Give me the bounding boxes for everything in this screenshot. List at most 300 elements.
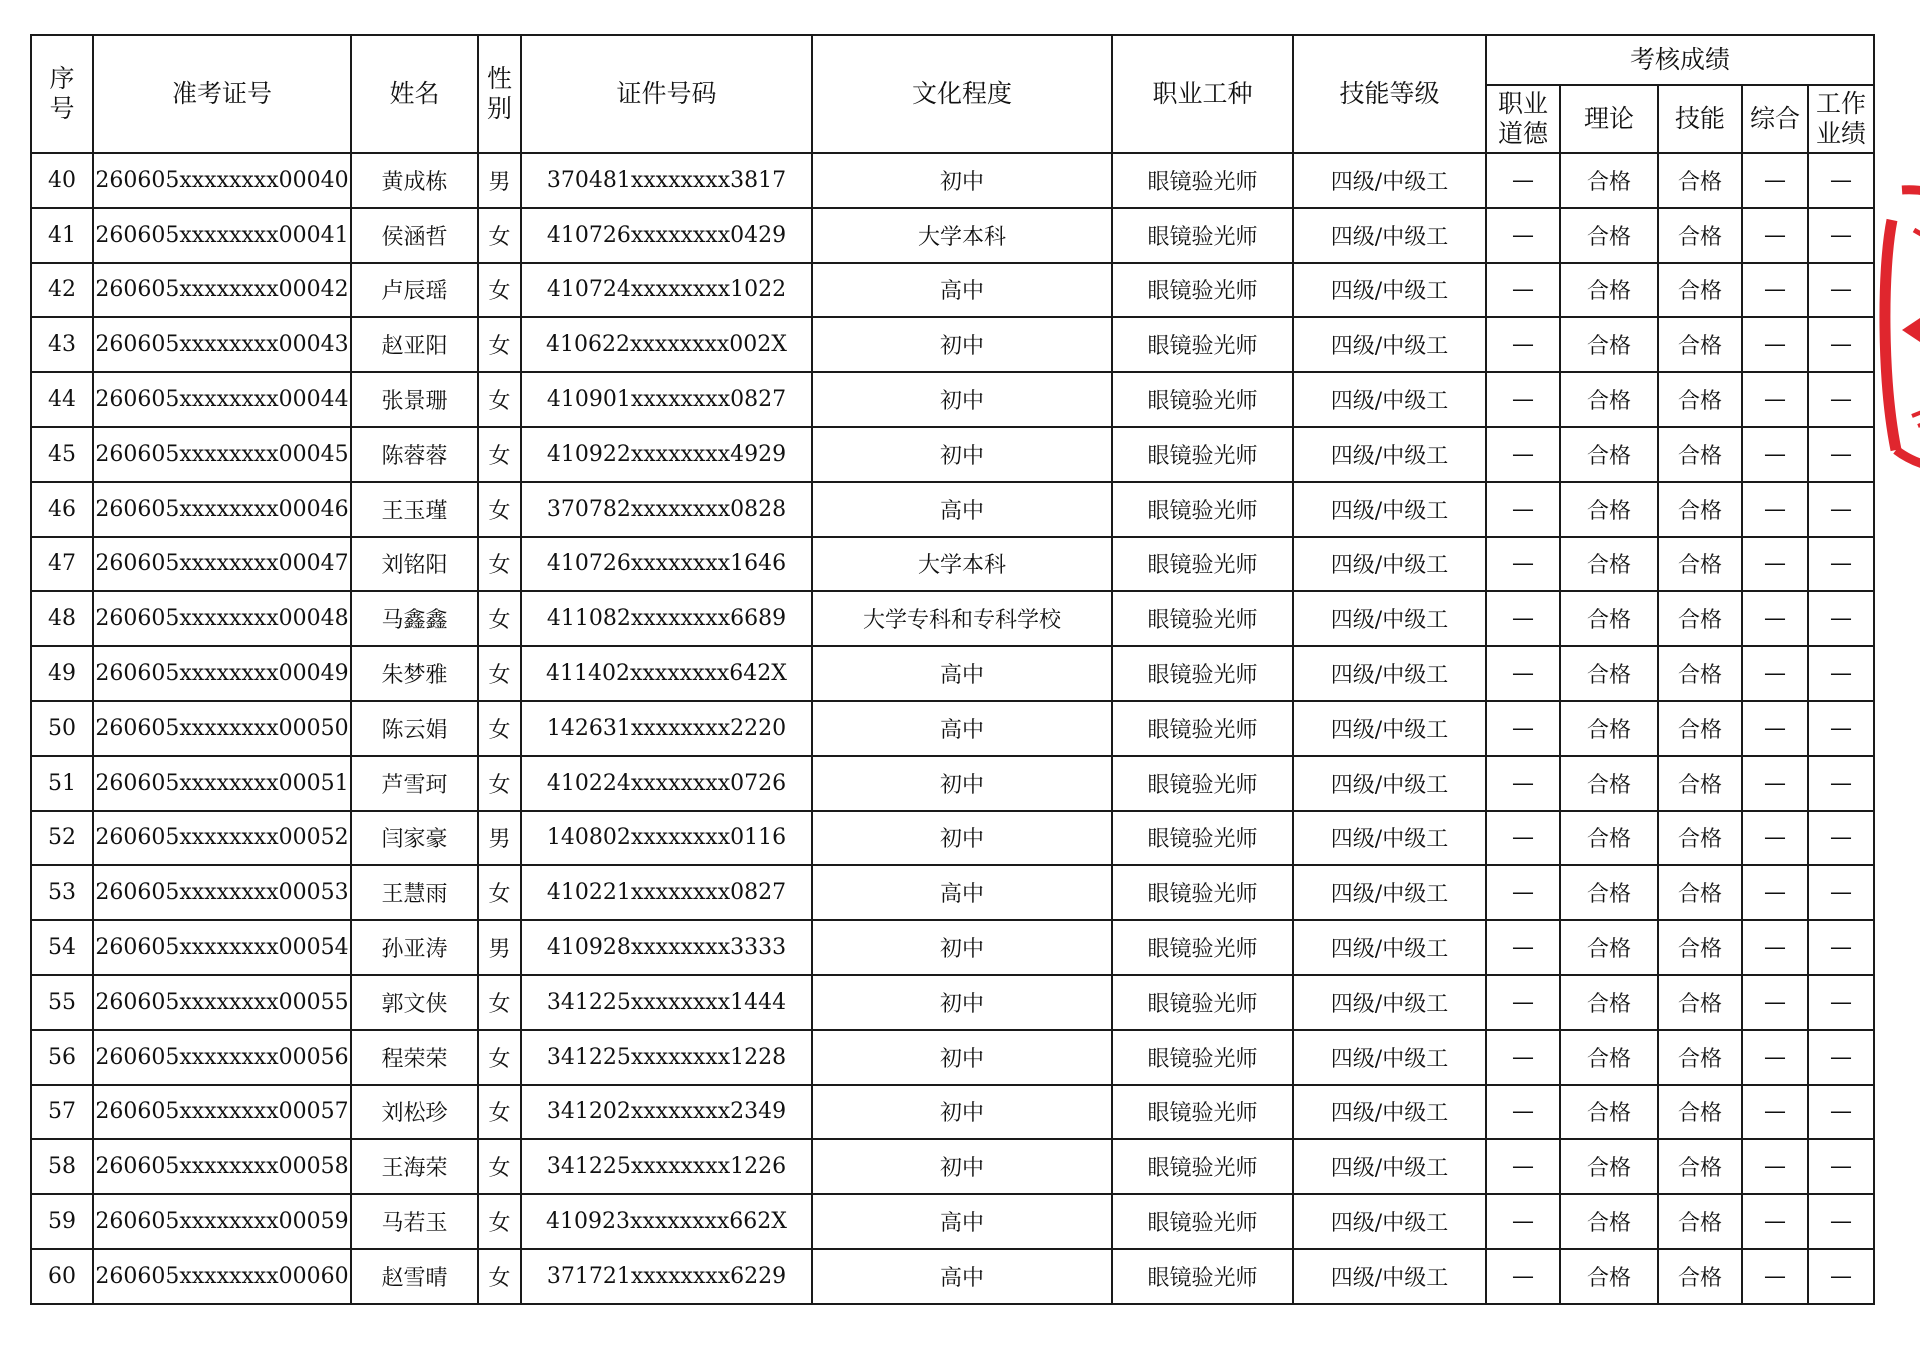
table-row [31,153,1874,208]
skill-level-cell: 四级/中级工 [1293,756,1486,811]
skill-cell: 合格 [1658,317,1742,372]
education-cell: 初中 [812,811,1112,866]
ethics-cell: — [1486,1249,1560,1304]
skill-level-cell: 四级/中级工 [1293,1139,1486,1194]
skill-level-cell: 四级/中级工 [1293,372,1486,427]
header-id-number: 证件号码 [521,35,812,153]
theory-cell: 合格 [1560,1139,1658,1194]
ticket-number-cell: 260605xxxxxxxx00056 [93,1030,351,1085]
id-number-cell: 410928xxxxxxxx3333 [521,920,812,975]
occupation-cell: 眼镜验光师 [1112,1194,1293,1249]
occupation-cell: 眼镜验光师 [1112,1030,1293,1085]
theory-cell: 合格 [1560,372,1658,427]
education-cell: 高中 [812,1194,1112,1249]
ticket-number-cell: 260605xxxxxxxx00059 [93,1194,351,1249]
education-cell: 大学本科 [812,208,1112,263]
occupation-cell: 眼镜验光师 [1112,865,1293,920]
ethics-cell: — [1486,865,1560,920]
name-cell: 马若玉 [351,1194,478,1249]
skill-level-cell: 四级/中级工 [1293,1085,1486,1140]
seq-cell: 59 [31,1194,93,1249]
id-number-cell: 140802xxxxxxxx0116 [521,811,812,866]
seq-cell: 52 [31,811,93,866]
comprehensive-cell: — [1742,537,1808,592]
comprehensive-cell: — [1742,153,1808,208]
skill-cell: 合格 [1658,646,1742,701]
gender-cell: 女 [478,591,521,646]
education-cell: 高中 [812,263,1112,318]
theory-cell: 合格 [1560,482,1658,537]
education-cell: 大学专科和专科学校 [812,591,1112,646]
education-cell: 初中 [812,1139,1112,1194]
seq-cell: 56 [31,1030,93,1085]
skill-cell: 合格 [1658,372,1742,427]
id-number-cell: 370782xxxxxxxx0828 [521,482,812,537]
occupation-cell: 眼镜验光师 [1112,1085,1293,1140]
comprehensive-cell: — [1742,317,1808,372]
gender-cell: 女 [478,646,521,701]
education-cell: 高中 [812,701,1112,756]
header-comprehensive: 综合 [1742,85,1808,153]
table-row [31,756,1874,811]
seq-cell: 40 [31,153,93,208]
comprehensive-cell: — [1742,263,1808,318]
occupation-cell: 眼镜验光师 [1112,208,1293,263]
work-performance-cell: — [1808,153,1874,208]
name-cell: 张景珊 [351,372,478,427]
theory-cell: 合格 [1560,756,1658,811]
ticket-number-cell: 260605xxxxxxxx00043 [93,317,351,372]
gender-cell: 女 [478,756,521,811]
ethics-cell: — [1486,756,1560,811]
ticket-number-cell: 260605xxxxxxxx00058 [93,1139,351,1194]
work-performance-cell: — [1808,482,1874,537]
name-cell: 孙亚涛 [351,920,478,975]
gender-cell: 女 [478,975,521,1030]
skill-cell: 合格 [1658,1030,1742,1085]
occupation-cell: 眼镜验光师 [1112,646,1293,701]
header-occupation: 职业工种 [1112,35,1293,153]
name-cell: 陈蓉蓉 [351,427,478,482]
ticket-number-cell: 260605xxxxxxxx00045 [93,427,351,482]
comprehensive-cell: — [1742,1249,1808,1304]
work-performance-cell: — [1808,1030,1874,1085]
name-cell: 刘松珍 [351,1085,478,1140]
id-number-cell: 371721xxxxxxxx6229 [521,1249,812,1304]
work-performance-cell: — [1808,263,1874,318]
education-cell: 初中 [812,1030,1112,1085]
skill-cell: 合格 [1658,1139,1742,1194]
theory-cell: 合格 [1560,153,1658,208]
work-performance-cell: — [1808,208,1874,263]
work-performance-cell: — [1808,1085,1874,1140]
skill-level-cell: 四级/中级工 [1293,1249,1486,1304]
ticket-number-cell: 260605xxxxxxxx00044 [93,372,351,427]
id-number-cell: 142631xxxxxxxx2220 [521,701,812,756]
education-cell: 初中 [812,427,1112,482]
occupation-cell: 眼镜验光师 [1112,427,1293,482]
skill-level-cell: 四级/中级工 [1293,263,1486,318]
comprehensive-cell: — [1742,372,1808,427]
seq-cell: 43 [31,317,93,372]
comprehensive-cell: — [1742,1194,1808,1249]
header-skill: 技能 [1658,85,1742,153]
name-cell: 王慧雨 [351,865,478,920]
skill-cell: 合格 [1658,865,1742,920]
education-cell: 初中 [812,317,1112,372]
name-cell: 芦雪珂 [351,756,478,811]
table-row [31,811,1874,866]
ticket-number-cell: 260605xxxxxxxx00051 [93,756,351,811]
table-row [31,1194,1874,1249]
table-body [31,153,1874,1304]
theory-cell: 合格 [1560,1194,1658,1249]
name-cell: 刘铭阳 [351,537,478,592]
theory-cell: 合格 [1560,1030,1658,1085]
name-cell: 陈云娟 [351,701,478,756]
comprehensive-cell: — [1742,427,1808,482]
id-number-cell: 410724xxxxxxxx1022 [521,263,812,318]
ethics-cell: — [1486,1139,1560,1194]
table-row [31,591,1874,646]
comprehensive-cell: — [1742,646,1808,701]
name-cell: 朱梦雅 [351,646,478,701]
theory-cell: 合格 [1560,1249,1658,1304]
work-performance-cell: — [1808,591,1874,646]
work-performance-cell: — [1808,811,1874,866]
name-cell: 赵雪晴 [351,1249,478,1304]
work-performance-cell: — [1808,372,1874,427]
skill-cell: 合格 [1658,591,1742,646]
skill-level-cell: 四级/中级工 [1293,865,1486,920]
id-number-cell: 410922xxxxxxxx4929 [521,427,812,482]
ticket-number-cell: 260605xxxxxxxx00049 [93,646,351,701]
gender-cell: 女 [478,482,521,537]
gender-cell: 女 [478,865,521,920]
name-cell: 侯涵哲 [351,208,478,263]
table-row [31,701,1874,756]
name-cell: 赵亚阳 [351,317,478,372]
skill-cell: 合格 [1658,701,1742,756]
seq-cell: 54 [31,920,93,975]
id-number-cell: 410901xxxxxxxx0827 [521,372,812,427]
header-skill-level: 技能等级 [1293,35,1486,153]
theory-cell: 合格 [1560,811,1658,866]
table-row [31,646,1874,701]
theory-cell: 合格 [1560,537,1658,592]
ethics-cell: — [1486,482,1560,537]
work-performance-cell: — [1808,1249,1874,1304]
ticket-number-cell: 260605xxxxxxxx00050 [93,701,351,756]
table-row [31,1249,1874,1304]
comprehensive-cell: — [1742,482,1808,537]
table-row [31,208,1874,263]
occupation-cell: 眼镜验光师 [1112,153,1293,208]
seq-cell: 42 [31,263,93,318]
skill-cell: 合格 [1658,811,1742,866]
work-performance-cell: — [1808,1194,1874,1249]
occupation-cell: 眼镜验光师 [1112,975,1293,1030]
education-cell: 高中 [812,865,1112,920]
ticket-number-cell: 260605xxxxxxxx00046 [93,482,351,537]
skill-cell: 合格 [1658,537,1742,592]
ticket-number-cell: 260605xxxxxxxx00060 [93,1249,351,1304]
skill-cell: 合格 [1658,1085,1742,1140]
comprehensive-cell: — [1742,591,1808,646]
education-cell: 初中 [812,372,1112,427]
ticket-number-cell: 260605xxxxxxxx00040 [93,153,351,208]
id-number-cell: 410221xxxxxxxx0827 [521,865,812,920]
education-cell: 初中 [812,975,1112,1030]
name-cell: 王海荣 [351,1139,478,1194]
gender-cell: 男 [478,920,521,975]
work-performance-cell: — [1808,975,1874,1030]
comprehensive-cell: — [1742,208,1808,263]
work-performance-cell: — [1808,756,1874,811]
table-row [31,1139,1874,1194]
table-row [31,1085,1874,1140]
comprehensive-cell: — [1742,1030,1808,1085]
education-cell: 初中 [812,756,1112,811]
name-cell: 马鑫鑫 [351,591,478,646]
ticket-number-cell: 260605xxxxxxxx00053 [93,865,351,920]
skill-cell: 合格 [1658,920,1742,975]
seq-cell: 58 [31,1139,93,1194]
seq-cell: 55 [31,975,93,1030]
ethics-cell: — [1486,646,1560,701]
seq-cell: 60 [31,1249,93,1304]
ethics-cell: — [1486,537,1560,592]
table-row [31,920,1874,975]
skill-cell: 合格 [1658,482,1742,537]
occupation-cell: 眼镜验光师 [1112,701,1293,756]
header-education: 文化程度 [812,35,1112,153]
occupation-cell: 眼镜验光师 [1112,317,1293,372]
gender-cell: 女 [478,1139,521,1194]
gender-cell: 男 [478,811,521,866]
education-cell: 初中 [812,1085,1112,1140]
theory-cell: 合格 [1560,920,1658,975]
table-row [31,263,1874,318]
header-ticket: 准考证号 [93,35,351,153]
work-performance-cell: — [1808,701,1874,756]
id-number-cell: 411082xxxxxxxx6689 [521,591,812,646]
work-performance-cell: — [1808,1139,1874,1194]
ethics-cell: — [1486,920,1560,975]
ethics-cell: — [1486,1030,1560,1085]
comprehensive-cell: — [1742,975,1808,1030]
table-row [31,427,1874,482]
ethics-cell: — [1486,591,1560,646]
skill-level-cell: 四级/中级工 [1293,153,1486,208]
id-number-cell: 341225xxxxxxxx1444 [521,975,812,1030]
theory-cell: 合格 [1560,317,1658,372]
occupation-cell: 眼镜验光师 [1112,537,1293,592]
education-cell: 初中 [812,920,1112,975]
ticket-number-cell: 260605xxxxxxxx00041 [93,208,351,263]
theory-cell: 合格 [1560,701,1658,756]
skill-level-cell: 四级/中级工 [1293,1194,1486,1249]
theory-cell: 合格 [1560,427,1658,482]
skill-level-cell: 四级/中级工 [1293,975,1486,1030]
seq-cell: 53 [31,865,93,920]
table-header [31,35,1874,153]
theory-cell: 合格 [1560,591,1658,646]
education-cell: 初中 [812,153,1112,208]
skill-level-cell: 四级/中级工 [1293,920,1486,975]
header-row-1 [31,35,1874,85]
occupation-cell: 眼镜验光师 [1112,811,1293,866]
education-cell: 高中 [812,646,1112,701]
occupation-cell: 眼镜验光师 [1112,920,1293,975]
id-number-cell: 341225xxxxxxxx1226 [521,1139,812,1194]
id-number-cell: 411402xxxxxxxx642X [521,646,812,701]
skill-level-cell: 四级/中级工 [1293,537,1486,592]
skill-cell: 合格 [1658,975,1742,1030]
seq-cell: 41 [31,208,93,263]
gender-cell: 女 [478,317,521,372]
occupation-cell: 眼镜验光师 [1112,591,1293,646]
id-number-cell: 341225xxxxxxxx1228 [521,1030,812,1085]
gender-cell: 女 [478,537,521,592]
skill-level-cell: 四级/中级工 [1293,646,1486,701]
name-cell: 王玉瑾 [351,482,478,537]
skill-cell: 合格 [1658,153,1742,208]
theory-cell: 合格 [1560,865,1658,920]
work-performance-cell: — [1808,646,1874,701]
skill-cell: 合格 [1658,1194,1742,1249]
occupation-cell: 眼镜验光师 [1112,1139,1293,1194]
occupation-cell: 眼镜验光师 [1112,263,1293,318]
occupation-cell: 眼镜验光师 [1112,756,1293,811]
ticket-number-cell: 260605xxxxxxxx00052 [93,811,351,866]
theory-cell: 合格 [1560,975,1658,1030]
gender-cell: 女 [478,701,521,756]
seq-cell: 44 [31,372,93,427]
skill-cell: 合格 [1658,263,1742,318]
name-cell: 郭文侠 [351,975,478,1030]
header-assessment: 考核成绩 [1486,35,1874,85]
table-row [31,482,1874,537]
ethics-cell: — [1486,1085,1560,1140]
skill-level-cell: 四级/中级工 [1293,317,1486,372]
gender-cell: 男 [478,153,521,208]
ticket-number-cell: 260605xxxxxxxx00055 [93,975,351,1030]
occupation-cell: 眼镜验光师 [1112,372,1293,427]
occupation-cell: 眼镜验光师 [1112,482,1293,537]
skill-level-cell: 四级/中级工 [1293,591,1486,646]
skill-level-cell: 四级/中级工 [1293,701,1486,756]
skill-level-cell: 四级/中级工 [1293,811,1486,866]
skill-cell: 合格 [1658,1249,1742,1304]
work-performance-cell: — [1808,427,1874,482]
table-row [31,1030,1874,1085]
ethics-cell: — [1486,317,1560,372]
work-performance-cell: — [1808,865,1874,920]
ethics-cell: — [1486,263,1560,318]
seq-cell: 50 [31,701,93,756]
ethics-cell: — [1486,811,1560,866]
ticket-number-cell: 260605xxxxxxxx00042 [93,263,351,318]
header-ethics: 职业道德 [1486,85,1560,153]
table-row [31,865,1874,920]
ticket-number-cell: 260605xxxxxxxx00054 [93,920,351,975]
seq-cell: 49 [31,646,93,701]
name-cell: 卢辰瑶 [351,263,478,318]
ethics-cell: — [1486,372,1560,427]
seq-cell: 57 [31,1085,93,1140]
ethics-cell: — [1486,975,1560,1030]
table-row [31,317,1874,372]
theory-cell: 合格 [1560,208,1658,263]
header-name: 姓名 [351,35,478,153]
comprehensive-cell: — [1742,1085,1808,1140]
ticket-number-cell: 260605xxxxxxxx00047 [93,537,351,592]
id-number-cell: 370481xxxxxxxx3817 [521,153,812,208]
gender-cell: 女 [478,1085,521,1140]
work-performance-cell: — [1808,537,1874,592]
comprehensive-cell: — [1742,865,1808,920]
gender-cell: 女 [478,1030,521,1085]
header-theory: 理论 [1560,85,1658,153]
header-work-performance: 工作业绩 [1808,85,1874,153]
skill-level-cell: 四级/中级工 [1293,427,1486,482]
skill-cell: 合格 [1658,427,1742,482]
comprehensive-cell: — [1742,811,1808,866]
comprehensive-cell: — [1742,1139,1808,1194]
gender-cell: 女 [478,263,521,318]
name-cell: 闫家豪 [351,811,478,866]
ethics-cell: — [1486,153,1560,208]
skill-cell: 合格 [1658,756,1742,811]
header-seq: 序号 [31,35,93,153]
ticket-number-cell: 260605xxxxxxxx00057 [93,1085,351,1140]
results-table [30,34,1875,1305]
id-number-cell: 410923xxxxxxxx662X [521,1194,812,1249]
id-number-cell: 341202xxxxxxxx2349 [521,1085,812,1140]
id-number-cell: 410726xxxxxxxx1646 [521,537,812,592]
gender-cell: 女 [478,1194,521,1249]
gender-cell: 女 [478,427,521,482]
seq-cell: 51 [31,756,93,811]
comprehensive-cell: — [1742,701,1808,756]
gender-cell: 女 [478,208,521,263]
seq-cell: 46 [31,482,93,537]
seq-cell: 48 [31,591,93,646]
name-cell: 程荣荣 [351,1030,478,1085]
work-performance-cell: — [1808,317,1874,372]
table-row [31,975,1874,1030]
education-cell: 高中 [812,1249,1112,1304]
ethics-cell: — [1486,427,1560,482]
gender-cell: 女 [478,372,521,427]
id-number-cell: 410622xxxxxxxx002X [521,317,812,372]
skill-level-cell: 四级/中级工 [1293,208,1486,263]
skill-level-cell: 四级/中级工 [1293,482,1486,537]
comprehensive-cell: — [1742,756,1808,811]
header-gender: 性别 [478,35,521,153]
ticket-number-cell: 260605xxxxxxxx00048 [93,591,351,646]
theory-cell: 合格 [1560,1085,1658,1140]
gender-cell: 女 [478,1249,521,1304]
seq-cell: 45 [31,427,93,482]
seq-cell: 47 [31,537,93,592]
education-cell: 大学本科 [812,537,1112,592]
name-cell: 黄成栋 [351,153,478,208]
ethics-cell: — [1486,1194,1560,1249]
id-number-cell: 410726xxxxxxxx0429 [521,208,812,263]
skill-level-cell: 四级/中级工 [1293,1030,1486,1085]
